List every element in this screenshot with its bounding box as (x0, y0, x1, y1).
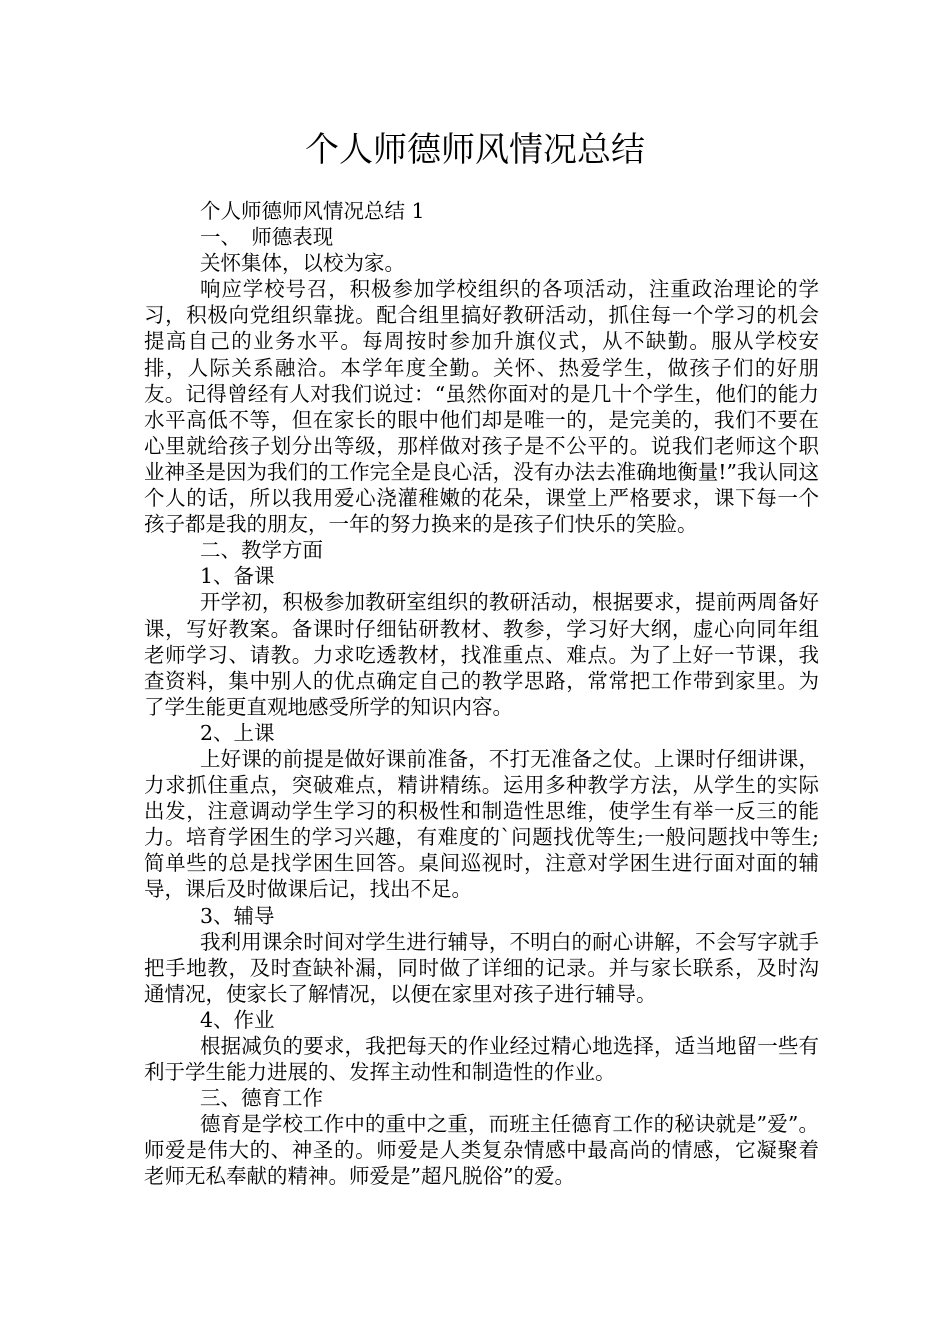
section-heading-1: 一、 师德表现 (200, 225, 334, 250)
subheading-homework: 4、作业 (200, 1007, 275, 1032)
paragraph: 响应学校号召，积极参加学校组织的各项活动，注重政治理论的学习，积极向党组织靠拢。配合组里搞好教研活动，抓住每一个学习的机会提高自己的业务水平。每周按时参加升旗仪式，从不缺勤。服从学校安排，人际关系融洽。本学年度全勤。关怀、热爱学生，做孩子们的好朋友。记得曾经有人对我们说过：“虽然你面对的是几十个学生，他们的能力水平高低不等，但在家长的眼中他们却是唯一的，是完美的，我们不要在心里就给孩子划分出等级，那样做对孩子是不公平的。说我们老师这个职业神圣是因为我们的工作完全是良心活，没有办法去准确地衡量!”我认同这个人的话，所以我用爱心浇灌稚嫩的花朵，课堂上严格要求，课下每一个孩子都是我的朋友，一年的努力换来的是孩子们快乐的笑脸。 (144, 277, 819, 537)
subheading-class: 2、上课 (200, 720, 275, 745)
paragraph: 德育是学校工作中的重中之重，而班主任德育工作的秘诀就是”爱”。师爱是伟大的、神圣的。师爱是人类复杂情感中最高尚的情感，它凝聚着老师无私奉献的精神。师爱是”超凡脱俗”的爱。 (144, 1112, 819, 1189)
subtitle: 个人师德师风情况总结 1 (200, 199, 425, 223)
paragraph: 开学初，积极参加教研室组织的教研活动，根据要求，提前两周备好课，写好教案。备课时仔细钻研教材、教参，学习好大纲，虚心向同年组老师学习、请教。力求吃透教材，找准重点、难点。为了上好一节课，我查资料，集中别人的优点确定自己的教学思路，常常把工作带到家里。为了学生能更直观地感受所学的知识内容。 (144, 590, 819, 719)
document-body (144, 198, 819, 1190)
section-heading-2: 二、教学方面 (200, 538, 323, 563)
section-heading-3: 三、德育工作 (200, 1086, 323, 1111)
paragraph: 关怀集体，以校为家。 (200, 251, 405, 276)
subheading-tutoring: 3、辅导 (200, 903, 275, 928)
paragraph: 我利用课余时间对学生进行辅导，不明白的耐心讲解，不会写字就手把手地教，及时查缺补漏，同时做了详细的记录。并与家长联系，及时沟通情况，使家长了解情况，以便在家里对孩子进行辅导。 (144, 929, 819, 1006)
document-title: 个人师德师风情况总结 (305, 130, 645, 170)
paragraph: 根据减负的要求，我把每天的作业经过精心地选择，适当地留一些有利于学生能力进展的、发挥主动性和制造性的作业。 (144, 1034, 819, 1085)
subheading-prep: 1、备课 (200, 564, 275, 589)
paragraph: 上好课的前提是做好课前准备，不打无准备之仗。上课时仔细讲课，力求抓住重点，突破难点，精讲精练。运用多种教学方法，从学生的实际出发，注意调动学生学习的积极性和制造性思维，使学生有举一反三的能力。培育学困生的学习兴趣，有难度的`问题找优等生;一般问题找中等生;简单些的总是找学困生回答。桌间巡视时，注意对学困生进行面对面的辅导，课后及时做课后记，找出不足。 (144, 746, 819, 902)
